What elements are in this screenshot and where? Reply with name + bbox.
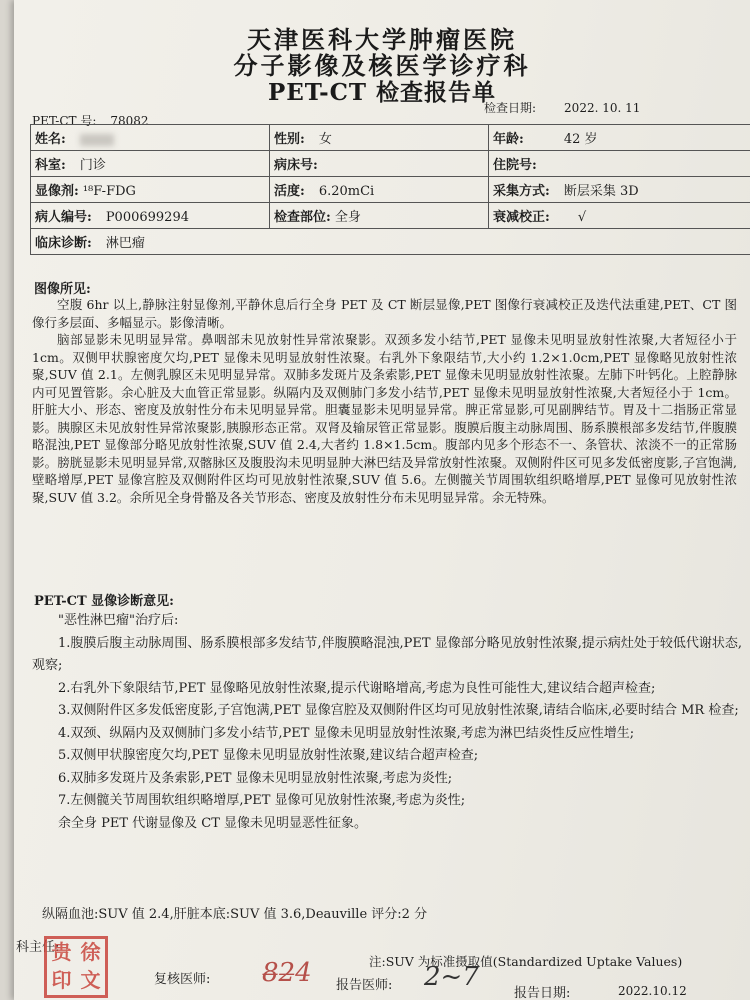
patient-no-label: 病人编号: [35, 210, 92, 225]
acquisition-value: 断层采集 3D [563, 184, 639, 199]
activity-value: 6.20mCi [318, 184, 375, 199]
suv-note: 注:SUV 为标准摄取值(Standardized Uptake Values) [369, 954, 683, 969]
diagnosis-list [32, 610, 744, 835]
doctor-seal [44, 936, 108, 998]
diagnosis-item: 6.双肺多发斑片及条索影,PET 显像未见明显放射性浓聚,考虑为炎性; [58, 770, 453, 786]
age-value: 42 岁 [563, 132, 598, 147]
petct-number-value: 78082 [110, 114, 149, 128]
info-row [31, 177, 750, 203]
diagnosis-item: 1.腹膜后腹主动脉周围、肠系膜根部多发结节,伴腹膜略混浊,PET 显像部分略见放射性浓聚,提示病灶处于较低代谢状态,观察; [32, 635, 742, 673]
report-date-value: 2022.10.12 [618, 984, 687, 998]
report-title: PET-CT 检查报告单 [267, 79, 497, 106]
info-row [31, 229, 750, 255]
patient-info-table [30, 124, 750, 255]
exam-date-value: 2022. 10. 11 [564, 101, 641, 115]
findings-paragraph: 空腹 6hr 以上,静脉注射显像剂,平静休息后行全身 PET 及 CT 断层显像,PET 图像行衰减校正及迭代法重建,PET、CT 图像行多层面、多幅显示。影像清晰。 [32, 297, 737, 330]
exam-date-label: 检查日期: [484, 101, 537, 115]
reviewer-label: 复核医师: [154, 972, 211, 987]
reporter-signature: 2~7 [424, 962, 479, 992]
agent-label: 显像剂: [35, 184, 79, 199]
region-value: 全身 [334, 210, 361, 225]
sex-value: 女 [318, 132, 332, 147]
sex-label: 性别: [274, 132, 305, 147]
region-label: 检查部位: [274, 210, 331, 225]
petct-number-label: PET-CT 号: [32, 114, 97, 128]
name-label: 姓名: [35, 132, 66, 147]
department-name: 分子影像及核医学诊疗科 [233, 51, 531, 80]
findings-title: 图像所见: [34, 282, 91, 297]
agent-value: ¹⁸F-FDG [82, 184, 136, 199]
inpatient-label: 住院号: [493, 158, 537, 173]
diagnosis-item: 3.双侧附件区多发低密度影,子宫饱满,PET 显像宫腔及双侧附件区均可见放射性浓聚,请结合临床,必要时结合 MR 检查; [58, 703, 739, 718]
findings-body [32, 296, 737, 506]
diagnosis-item: 5.双侧甲状腺密度欠均,PET 显像未见明显放射性浓聚,建议结合超声检查; [58, 748, 479, 763]
clinical-value: 淋巴瘤 [105, 236, 145, 251]
uptake-summary: 纵隔血池:SUV 值 2.4,肝脏本底:SUV 值 3.6,Deauville 评分:2 分 [42, 907, 428, 922]
diagnosis-item: 2.右乳外下象限结节,PET 显像略见放射性浓聚,提示代谢略增高,考虑为良性可能性大,建议结合超声检查; [58, 680, 656, 696]
diagnosis-title: PET-CT 显像诊断意见: [34, 594, 174, 609]
activity-label: 活度: [274, 184, 305, 199]
director-label: 科主任: [16, 940, 60, 955]
diagnosis-item: 4.双颈、纵隔内及双侧肺门多发小结节,PET 显像未见明显放射性浓聚,考虑为淋巴结炎性反应性增生; [58, 725, 635, 741]
diagnosis-item: 7.左侧髋关节周围软组织略增厚,PET 显像可见放射性浓聚,考虑为炎性; [58, 793, 466, 808]
diagnosis-item: 余全身 PET 代谢显像及 CT 显像未见明显恶性征象。 [58, 815, 368, 831]
acquisition-label: 采集方式: [493, 184, 550, 199]
seal-char: 徐 [80, 940, 101, 964]
report-sheet [14, 0, 750, 1000]
hospital-name: 天津医科大学肿瘤医院 [247, 25, 517, 54]
report-date-label: 报告日期: [514, 986, 571, 1000]
exam-date [484, 99, 640, 116]
dept-value: 门诊 [79, 158, 106, 173]
seal-char: 贵 [51, 940, 72, 964]
info-row [31, 151, 750, 177]
seal-char: 印 [51, 968, 72, 992]
clinical-label: 临床诊断: [35, 236, 92, 251]
reviewer-signature: 8̶2̶4 [262, 958, 312, 988]
decay-label: 衰减校正: [493, 210, 550, 225]
findings-paragraph: 脑部显影未见明显异常。鼻咽部未见放射性异常浓聚影。双颈多发小结节,PET 显像未见明显放射性浓聚,大者短径小于 1cm。双侧甲状腺密度欠均,PET 显像未见明显放射性浓聚。右乳外下象限结节,大小约 1.2×1.0cm,PET 显像略见放射性浓聚,SUV 值 2.1。左侧乳腺区未见明显异常。双肺多发斑片及条索影,PET 显像未见明显放射性浓聚。左肺下叶钙化。上腔静脉内可见置管影。余心脏及大血管正常显影。纵隔内及双侧肺门多发小结节,PET 显像未见明显放射性浓聚,大者短径小于 1cm。肝脏大小、形态、密度及放射性分布未见明显异常。胆囊显影未见明显异常。脾正常显影,可见副脾结节。胃及十二指肠正常显影。胰腺区未见放射性异常浓聚影,胰腺形态正常。双肾及输尿管正常显影。腹膜后腹主动脉周围、肠系膜根部多发结节,伴腹膜略混浊,PET 显像部分略见放射性浓聚,SUV 值 2.4,大者约 1.8×1.5cm。腹部内见多个形态不一、条管状、浓淡不一的正常肠影。膀胱显影未见明显异常,双髂脉区及腹股沟未见明显肿大淋巴结及异常放射性浓聚。双侧附件区可见多发低密度影,子宫饱满,壁略增厚,PET 显像宫腔及双侧附件区均可见放射性浓聚,SUV 值 5.6。左侧髋关节周围软组织略增厚,PET 显像可见放射性浓聚,SUV 值 3.2。余所见全身骨骼及各关节形态、密度及放射性分布未见明显异常。余无特殊。 [32, 332, 737, 505]
name-redacted [80, 134, 114, 146]
patient-no-value: P000699294 [105, 210, 189, 225]
dept-label: 科室: [35, 158, 66, 173]
age-label: 年龄: [493, 132, 524, 147]
info-row [31, 125, 750, 151]
diagnosis-intro: "恶性淋巴瘤"治疗后: [58, 613, 179, 628]
info-row [31, 203, 750, 229]
bed-label: 病床号: [274, 158, 318, 173]
decay-value: √ [577, 210, 587, 225]
seal-char: 文 [80, 968, 101, 992]
reporter-label: 报告医师: [336, 978, 393, 993]
